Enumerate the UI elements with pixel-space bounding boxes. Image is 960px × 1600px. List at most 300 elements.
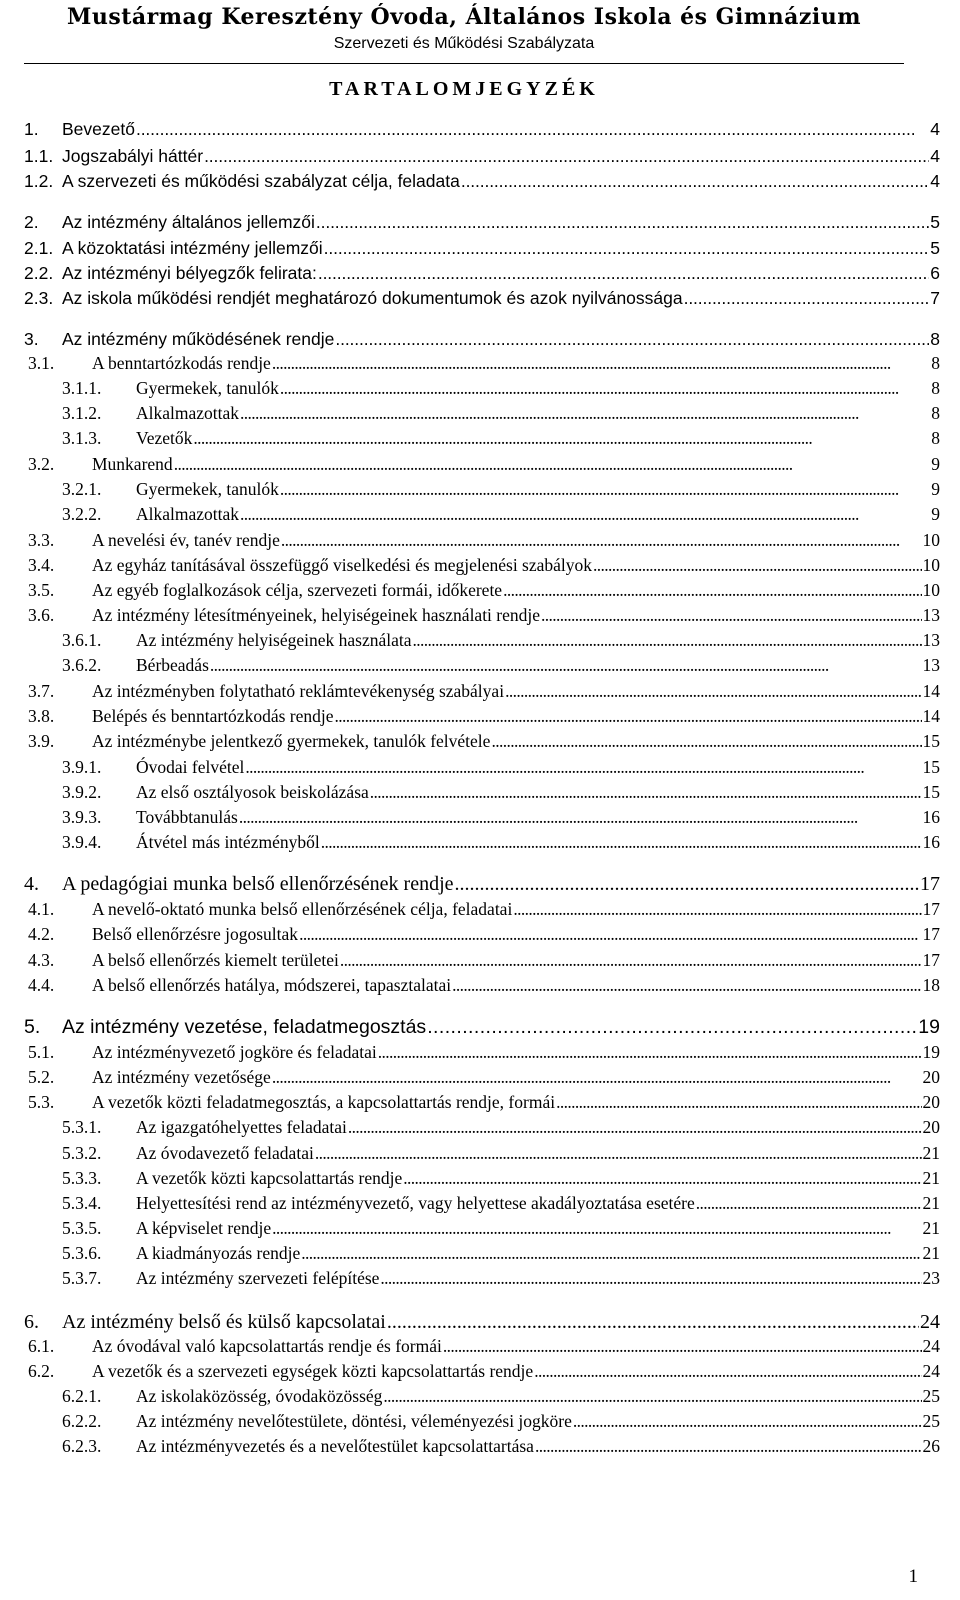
toc-entry[interactable] [0, 1092, 960, 1116]
dot-leader [340, 950, 922, 971]
toc-entry-row [92, 731, 940, 752]
toc-entry-title: Munkarend [92, 454, 173, 474]
toc-entry-number: 3.9.4. [62, 832, 102, 852]
toc-entry[interactable] [0, 924, 960, 948]
toc-entry-row [62, 119, 940, 140]
dot-leader [335, 329, 929, 350]
toc-entry-row [136, 1268, 940, 1289]
toc-entry-row [92, 605, 940, 626]
toc-entry[interactable] [0, 655, 960, 679]
toc-entry-number: 6.2.2. [62, 1411, 102, 1431]
toc-entry[interactable] [0, 212, 960, 236]
page-number: 1 [908, 1566, 918, 1587]
toc-entry-title: A kiadmányozás rendje [136, 1243, 301, 1263]
toc-entry[interactable] [0, 832, 960, 856]
toc-entry-page: 18 [922, 975, 940, 995]
toc-entry-row [136, 403, 940, 424]
toc-entry-number: 3.3. [28, 530, 55, 550]
toc-entry[interactable] [0, 454, 960, 478]
toc-entry-number: 5.3.3. [62, 1168, 102, 1188]
toc-entry-number: 5.3.7. [62, 1268, 102, 1288]
toc-entry-title: A benntartózkodás rendje [92, 353, 271, 373]
dot-leader [240, 403, 930, 424]
toc-entry-row [136, 1193, 940, 1214]
toc-entry-number: 6.2.1. [62, 1386, 102, 1406]
toc-entry-number: 4.2. [28, 924, 55, 944]
toc-entry-number: 2.3. [24, 288, 54, 308]
toc-entry-page: 20 [922, 1092, 940, 1112]
toc-entry-row [92, 899, 940, 920]
toc-entry-number: 5. [24, 1016, 41, 1038]
dot-leader [534, 1361, 921, 1382]
toc-entry-title: Az intézmény működésének rendje [62, 329, 335, 349]
toc-entry-row [92, 580, 940, 601]
toc-entry[interactable] [0, 378, 960, 402]
toc-entry-title: Az egyház tanításával összefüggő viselkedési és megjelenési szabályok [92, 555, 593, 575]
toc-entry-title: Az intézmény létesítményeinek, helyiségeinek használati rendje [92, 605, 541, 625]
toc-entry-row [136, 807, 940, 828]
toc-entry-page: 17 [922, 899, 940, 919]
toc-entry-number: 3.1.3. [62, 428, 102, 448]
toc-entry-title: Alkalmazottak [136, 504, 240, 524]
dot-leader [427, 1016, 917, 1039]
toc-entry-row [136, 479, 940, 500]
dot-leader [280, 378, 930, 399]
toc-entry-number: 5.1. [28, 1042, 55, 1062]
toc-entry-row [62, 329, 940, 350]
toc-entry-row [62, 212, 940, 233]
toc-entry[interactable] [0, 530, 960, 554]
toc-entry-number: 1. [24, 119, 39, 139]
toc-entry-row [136, 378, 940, 399]
dot-leader [136, 119, 929, 140]
dot-leader [348, 1117, 922, 1138]
toc-entry-row [92, 1092, 940, 1113]
toc-entry-number: 3. [24, 329, 39, 349]
toc-entry-title: A közoktatási intézmény jellemzői [62, 238, 323, 258]
toc-entry-row [92, 1042, 940, 1063]
toc-entry[interactable] [0, 238, 960, 262]
toc-entry[interactable] [0, 171, 960, 195]
toc-entry-title: Az igazgatóhelyettes feladatai [136, 1117, 347, 1137]
toc-entry-number: 3.6. [28, 605, 55, 625]
toc-entry-title: Az intézmény vezetősége [92, 1067, 271, 1087]
dot-leader [403, 1168, 921, 1189]
toc-entry-row [92, 681, 940, 702]
toc-entry-title: Az iskolaközösség, óvodaközösség [136, 1386, 383, 1406]
dot-leader [281, 530, 922, 551]
toc-entry-page: 24 [922, 1336, 940, 1356]
toc-entry[interactable] [0, 630, 960, 654]
toc-entry[interactable] [0, 605, 960, 629]
toc-entry-title: Bevezető [62, 119, 135, 139]
toc-entry-number: 4.3. [28, 950, 55, 970]
toc-entry[interactable] [0, 1436, 960, 1460]
toc-entry-row [136, 832, 940, 853]
dot-leader [301, 1243, 921, 1264]
toc-entry-title: Az intézményvezetés és a nevelőtestület kapcsolattartása [136, 1436, 534, 1456]
dot-leader [318, 263, 929, 284]
toc-entry-number: 3.9. [28, 731, 55, 751]
toc-entry-page: 21 [922, 1168, 940, 1188]
toc-entry-row [136, 1386, 940, 1407]
toc-entry-number: 3.6.2. [62, 655, 102, 675]
toc-entry-title: Az intézményi bélyegzők felirata: [62, 263, 317, 283]
toc-entry-title: Az intézménybe jelentkező gyermekek, tanulók felvétele [92, 731, 491, 751]
document-title: Szervezeti és Működési Szabályzata [333, 35, 595, 52]
toc-entry-number: 5.2. [28, 1067, 55, 1087]
toc-entry-title: Az első osztályosok beiskolázása [136, 782, 369, 802]
toc-entry-number: 3.6.1. [62, 630, 102, 650]
toc-entry[interactable] [0, 504, 960, 528]
toc-entry-page: 21 [922, 1218, 940, 1238]
toc-entry-number: 5.3.1. [62, 1117, 102, 1137]
toc-entry-row [92, 975, 940, 996]
toc-entry-page: 14 [922, 681, 940, 701]
toc-entry[interactable] [0, 1016, 960, 1040]
toc-entry-title: Vezetők [136, 428, 193, 448]
toc-entry-row [92, 1336, 940, 1357]
toc-entry-row [62, 263, 940, 284]
toc-entry-row [136, 428, 940, 449]
toc-entry-title: Az intézményvezető jogköre és feladatai [92, 1042, 377, 1062]
toc-entry-number: 2.2. [24, 263, 54, 283]
toc-entry-number: 6. [24, 1311, 39, 1333]
toc-entry[interactable] [0, 1143, 960, 1167]
toc-entry-page: 15 [922, 731, 940, 751]
toc-entry-page: 8 [931, 353, 940, 373]
toc-entry-page: 24 [920, 1311, 940, 1333]
toc-entry[interactable] [0, 1361, 960, 1385]
toc-entry-row [62, 146, 940, 167]
toc-entry-page: 14 [922, 706, 940, 726]
toc-entry[interactable] [0, 1386, 960, 1410]
toc-entry-title: Az intézmény belső és külső kapcsolatai [62, 1311, 386, 1333]
toc-entry-row [136, 1218, 940, 1239]
toc-entry-number: 3.1.1. [62, 378, 102, 398]
toc-entry-page: 21 [922, 1243, 940, 1263]
toc-entry-number: 2. [24, 212, 39, 232]
toc-entry-title: A képviselet rendje [136, 1218, 272, 1238]
toc-entry[interactable] [0, 757, 960, 781]
toc-entry-title: Alkalmazottak [136, 403, 240, 423]
toc-entry-title: Gyermekek, tanulók [136, 378, 279, 398]
toc-entry-page: 8 [931, 428, 940, 448]
toc-entry-row [92, 950, 940, 971]
toc-entry[interactable] [0, 1067, 960, 1091]
dot-leader [387, 1311, 919, 1334]
toc-entry-page: 7 [930, 288, 940, 308]
toc-entry-title: Az intézmény szervezeti felépítése [136, 1268, 380, 1288]
dot-leader [593, 555, 921, 576]
dot-leader [299, 924, 921, 945]
toc-entry-row [136, 1243, 940, 1264]
dot-leader [380, 1268, 921, 1289]
toc-entry[interactable] [0, 782, 960, 806]
toc-entry-page: 9 [931, 504, 940, 524]
toc-entry-title: A szervezeti és működési szabályzat célja, feladata [62, 171, 460, 191]
toc-entry-title: Belépés és benntartózkodás rendje [92, 706, 334, 726]
dot-leader [321, 832, 922, 853]
dot-leader [461, 171, 929, 192]
toc-entry-number: 1.1. [24, 146, 54, 166]
toc-entry-page: 4 [930, 119, 940, 139]
toc-entry[interactable] [0, 353, 960, 377]
toc-entry-title: A belső ellenőrzés kiemelt területei [92, 950, 339, 970]
toc-entry-number: 3.2.2. [62, 504, 102, 524]
toc-entry[interactable] [0, 288, 960, 312]
toc-entry[interactable] [0, 975, 960, 999]
toc-entry-page: 8 [931, 403, 940, 423]
toc-entry-page: 9 [931, 479, 940, 499]
toc-entry-page: 10 [922, 580, 940, 600]
toc-entry-row [136, 1411, 940, 1432]
toc-entry-row [92, 530, 940, 551]
dot-leader [239, 807, 922, 828]
toc-entry-row [92, 706, 940, 727]
toc-entry-page: 5 [930, 212, 940, 232]
toc-entry-title: Az iskola működési rendjét meghatározó dokumentumok és azok nyilvánossága [62, 288, 683, 308]
toc-entry-page: 15 [922, 757, 940, 777]
toc-entry-title: A nevelési év, tanév rendje [92, 530, 280, 550]
toc-entry-row [92, 924, 940, 945]
toc-entry-page: 26 [922, 1436, 940, 1456]
toc-entry-number: 3.1.2. [62, 403, 102, 423]
toc-entry-row [136, 1143, 940, 1164]
toc-entry-page: 10 [922, 530, 940, 550]
dot-leader [443, 1336, 922, 1357]
toc-entry-page: 15 [922, 782, 940, 802]
toc-entry-row [62, 238, 940, 259]
toc-entry[interactable] [0, 580, 960, 604]
toc-entry-row [136, 1436, 940, 1457]
toc-entry-number: 3.5. [28, 580, 55, 600]
toc-entry-row [92, 555, 940, 576]
toc-entry-title: Továbbtanulás [136, 807, 238, 827]
toc-entry-row [136, 504, 940, 525]
toc-entry[interactable] [0, 479, 960, 503]
toc-entry-page: 21 [922, 1193, 940, 1213]
toc-entry-title: Az intézmény helyiségeinek használata [136, 630, 412, 650]
toc-entry[interactable] [0, 1311, 960, 1335]
toc-entry[interactable] [0, 731, 960, 755]
school-name: Mustármag Keresztény Óvoda, Általános Iskola és Gimnázium [67, 4, 861, 30]
toc-entry-number: 3.1. [28, 353, 55, 373]
dot-leader [541, 605, 921, 626]
toc-entry-page: 17 [922, 924, 940, 944]
toc-entry-title: A belső ellenőrzés hatálya, módszerei, tapasztalatai [92, 975, 452, 995]
dot-leader [696, 1193, 922, 1214]
toc-entry[interactable] [0, 681, 960, 705]
dot-leader [315, 1143, 922, 1164]
dot-leader [210, 655, 922, 676]
toc-entry-number: 3.4. [28, 555, 55, 575]
dot-leader [272, 1218, 921, 1239]
toc-entry-title: A vezetők közti kapcsolattartás rendje [136, 1168, 403, 1188]
toc-entry-row [136, 782, 940, 803]
toc-entry-number: 3.9.2. [62, 782, 102, 802]
toc-entry[interactable] [0, 263, 960, 287]
toc-heading: TARTALOMJEGYZÉK [329, 78, 599, 100]
dot-leader [535, 1436, 922, 1457]
dot-leader [556, 1092, 921, 1113]
toc-entry-number: 3.2.1. [62, 479, 102, 499]
toc-entry-page: 23 [922, 1268, 940, 1288]
toc-entry-page: 4 [930, 146, 940, 166]
dot-leader [370, 782, 922, 803]
toc-entry-page: 20 [922, 1117, 940, 1137]
dot-leader [316, 212, 929, 233]
toc-entry-number: 6.2. [28, 1361, 55, 1381]
toc-entry-number: 2.1. [24, 238, 54, 258]
toc-entry[interactable] [0, 1168, 960, 1192]
toc-entry-page: 4 [930, 171, 940, 191]
toc-entry-row [136, 655, 940, 676]
toc-entry-title: Helyettesítési rend az intézményvezető, vagy helyettese akadályoztatása esetére [136, 1193, 695, 1213]
toc-entry-page: 13 [922, 655, 940, 675]
dot-leader [413, 630, 922, 651]
toc-entry-row [62, 1016, 940, 1039]
dot-leader [280, 479, 930, 500]
toc-entry-row [62, 873, 940, 896]
toc-entry-number: 3.9.1. [62, 757, 102, 777]
toc-entry[interactable] [0, 899, 960, 923]
toc-entry[interactable] [0, 1243, 960, 1267]
dot-leader [193, 428, 930, 449]
toc-entry-page: 17 [920, 873, 940, 895]
toc-entry[interactable] [0, 329, 960, 353]
toc-entry-number: 6.1. [28, 1336, 55, 1356]
toc-entry[interactable] [0, 950, 960, 974]
toc-entry-title: Az óvodavezető feladatai [136, 1143, 314, 1163]
toc-entry-number: 6.2.3. [62, 1436, 102, 1456]
toc-entry-row [136, 1117, 940, 1138]
toc-entry-number: 5.3.5. [62, 1218, 102, 1238]
dot-leader [455, 873, 919, 896]
toc-entry-title: Az egyéb foglalkozások célja, szervezeti formái, időkerete [92, 580, 503, 600]
dot-leader [245, 757, 921, 778]
toc-entry-number: 3.9.3. [62, 807, 102, 827]
toc-entry-page: 25 [922, 1411, 940, 1431]
dot-leader [335, 706, 922, 727]
toc-entry-title: Jogszabályi háttér [62, 146, 204, 166]
toc-entry-page: 21 [922, 1143, 940, 1163]
toc-entry-page: 24 [922, 1361, 940, 1381]
toc-entry-title: Óvodai felvétel [136, 757, 245, 777]
toc-entry-number: 5.3.2. [62, 1143, 102, 1163]
toc-entry-title: Az intézmény vezetése, feladatmegosztás [62, 1016, 427, 1038]
toc-entry-row [92, 454, 940, 475]
toc-entry[interactable] [0, 1336, 960, 1360]
toc-entry[interactable] [0, 1218, 960, 1242]
dot-leader [272, 1067, 922, 1088]
toc-entry[interactable] [0, 1411, 960, 1435]
toc-entry[interactable] [0, 1268, 960, 1292]
dot-leader [204, 146, 929, 167]
toc-entry-number: 5.3. [28, 1092, 55, 1112]
toc-entry-number: 3.2. [28, 454, 55, 474]
toc-entry[interactable] [0, 555, 960, 579]
dot-leader [272, 353, 930, 374]
toc-entry-page: 17 [922, 950, 940, 970]
toc-entry-page: 9 [931, 454, 940, 474]
toc-entry[interactable] [0, 807, 960, 831]
toc-entry-number: 3.7. [28, 681, 55, 701]
toc-entry-title: Bérbeadás [136, 655, 209, 675]
toc-entry-number: 1.2. [24, 171, 54, 191]
toc-entry-row [136, 1168, 940, 1189]
toc-entry-page: 13 [922, 630, 940, 650]
toc-entry[interactable] [0, 1117, 960, 1141]
toc-entry[interactable] [0, 146, 960, 170]
toc-entry-page: 13 [922, 605, 940, 625]
toc-entry-title: Az intézményben folytatható reklámtevékenység szabályai [92, 681, 505, 701]
toc-entry-row [92, 353, 940, 374]
toc-entry[interactable] [0, 403, 960, 427]
dot-leader [503, 580, 921, 601]
dot-leader [383, 1386, 921, 1407]
toc-entry-number: 4. [24, 873, 39, 895]
toc-entry-page: 19 [922, 1042, 940, 1062]
toc-entry-number: 3.8. [28, 706, 55, 726]
dot-leader [513, 899, 921, 920]
toc-entry-title: A vezetők közti feladatmegosztás, a kapcsolattartás rendje, formái [92, 1092, 556, 1112]
dot-leader [174, 454, 931, 475]
toc-entry-title: Az intézmény nevelőtestülete, döntési, véleményezési jogköre [136, 1411, 572, 1431]
toc-entry-title: Belső ellenőrzésre jogosultak [92, 924, 299, 944]
toc-entry-number: 5.3.6. [62, 1243, 102, 1263]
toc-entry-row [62, 288, 940, 309]
dot-leader [684, 288, 930, 309]
dot-leader [505, 681, 921, 702]
toc-entry-page: 16 [922, 832, 940, 852]
toc-entry[interactable] [0, 428, 960, 452]
toc-entry-row [62, 171, 940, 192]
toc-entry-row [92, 1361, 940, 1382]
toc-entry-page: 8 [931, 378, 940, 398]
toc-entry-number: 4.4. [28, 975, 55, 995]
dot-leader [491, 731, 921, 752]
toc-entry[interactable] [0, 119, 960, 143]
dot-leader [452, 975, 921, 996]
toc-entry[interactable] [0, 873, 960, 897]
toc-entry[interactable] [0, 1042, 960, 1066]
toc-entry-row [136, 757, 940, 778]
toc-entry-number: 4.1. [28, 899, 55, 919]
toc-entry[interactable] [0, 1193, 960, 1217]
toc-entry-page: 25 [922, 1386, 940, 1406]
toc-entry-row [62, 1311, 940, 1334]
dot-leader [240, 504, 930, 525]
toc-entry-page: 8 [930, 329, 940, 349]
toc-entry[interactable] [0, 706, 960, 730]
toc-entry-page: 20 [922, 1067, 940, 1087]
dot-leader [378, 1042, 922, 1063]
toc-entry-title: Az intézmény általános jellemzői [62, 212, 315, 232]
toc-entry-title: Gyermekek, tanulók [136, 479, 279, 499]
toc-entry-page: 6 [930, 263, 940, 283]
toc-entry-row [136, 630, 940, 651]
toc-entry-title: A nevelő-oktató munka belső ellenőrzésének célja, feladatai [92, 899, 513, 919]
toc-entry-number: 5.3.4. [62, 1193, 102, 1213]
toc-entry-row [92, 1067, 940, 1088]
toc-entry-page: 16 [922, 807, 940, 827]
toc-entry-title: Az óvodával való kapcsolattartás rendje és formái [92, 1336, 442, 1356]
toc-entry-page: 10 [922, 555, 940, 575]
dot-leader [573, 1411, 922, 1432]
toc-entry-page: 19 [918, 1016, 940, 1038]
toc-entry-page: 5 [930, 238, 940, 258]
